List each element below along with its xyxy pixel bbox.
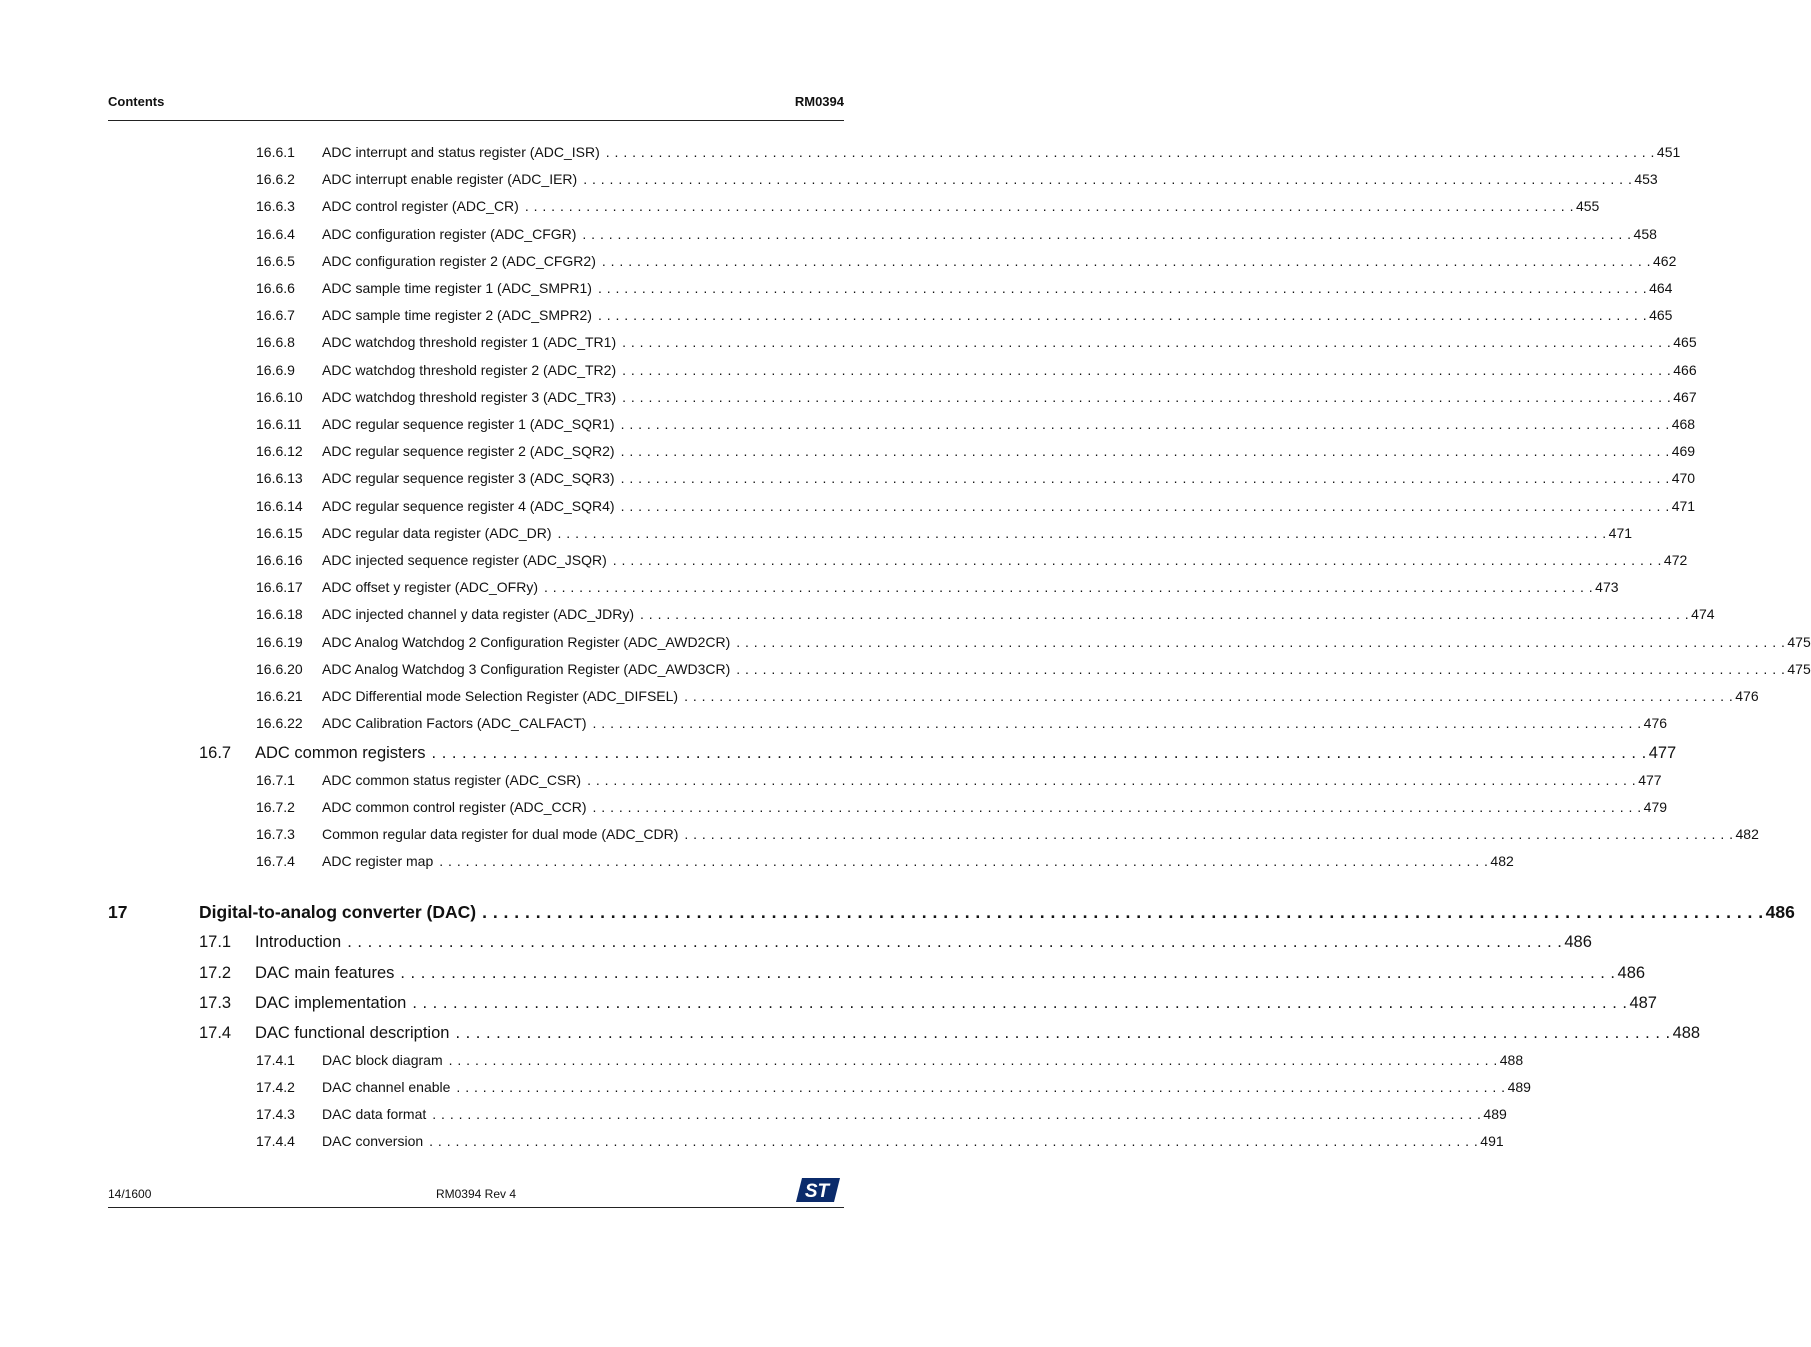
toc-entry-title[interactable]: ADC Analog Watchdog 3 Configuration Register (ADC_AWD3CR) [322, 660, 731, 677]
toc-entry-number: 16.7.3 [256, 826, 295, 843]
toc-entry-page: 477 [1638, 771, 1662, 788]
toc-entry[interactable] [0, 171, 1658, 195]
toc-entry[interactable] [0, 660, 1811, 685]
toc-entry-number: 17.1 [199, 933, 232, 952]
toc-leader-dots: . . . . . . . . . . . . . . . . . . . . . . . . . . . . . . . . . . . . . . . . . . . . . . . . . . . . . . . . . . . . . . . . . . . . . . . . . . . . . . . . . . . . . . . . . . . . . . . . . . . . . . . . . . . . . . . . . . . . . . . . [439, 853, 1489, 870]
toc-entry-page: 491 [1480, 1133, 1504, 1150]
toc-leader-dots: . . . . . . . . . . . . . . . . . . . . . . . . . . . . . . . . . . . . . . . . . . . . . . . . . . . . . . . . . . . . . . . . . . . . . . . . . . . . . . . . . . . . . . . . . . . . . . . . . . . . . . . . . . . . . . . . . . . . . . . . [448, 1051, 1498, 1068]
footer-revision: RM0394 Rev 4 [435, 1187, 517, 1201]
toc-entry-title[interactable]: ADC common status register (ADC_CSR) [322, 771, 582, 788]
toc-entry[interactable] [0, 798, 1668, 823]
toc-entry-title[interactable]: DAC data format [322, 1106, 427, 1123]
toc-entry-title[interactable]: ADC interrupt enable register (ADC_IER) [322, 171, 578, 188]
toc-entry-number: 16.6.3 [256, 198, 295, 215]
toc-entry-page: 469 [1671, 443, 1696, 460]
toc-entry-title[interactable]: ADC interrupt and status register (ADC_ISR) [322, 144, 600, 160]
toc-entry-number: 17.4.1 [256, 1051, 295, 1068]
toc-entry-number: 16.6.10 [256, 388, 303, 405]
toc-leader-dots: . . . . . . . . . . . . . . . . . . . . . . . . . . . . . . . . . . . . . . . . . . . . . . . . . . . . . . . . . . . . . . . . . . . . . . . . . . . . . . . . . . . . . . . . . . . . . . . . . . . . . . . . . . . . . . . . . . . . . . . . [597, 307, 1648, 324]
toc-entry-number: 17.4.2 [256, 1078, 295, 1095]
toc-entry-number: 16.7.1 [256, 771, 295, 788]
toc-entry[interactable] [0, 388, 1697, 413]
toc-entry-number: 16.7.4 [256, 853, 295, 870]
toc-leader-dots: . . . . . . . . . . . . . . . . . . . . . . . . . . . . . . . . . . . . . . . . . . . . . . . . . . . . . . . . . . . . . . . . . . . . . . . . . . . . . . . . . . . . . . . . . . . . . . . . . . . . . . . . . . . . . . . . . . . . . . . . [605, 144, 1655, 160]
toc-entry-page: 464 [1649, 280, 1673, 296]
toc-entry-title[interactable]: ADC common control register (ADC_CCR) [322, 798, 587, 815]
toc-entry-number: 16.6.5 [256, 252, 295, 269]
toc-entry-title[interactable]: DAC channel enable [322, 1078, 451, 1095]
toc-entry-page: 482 [1735, 826, 1759, 843]
toc-entry-page: 462 [1653, 252, 1677, 269]
toc-entry[interactable] [0, 552, 1688, 576]
toc-leader-dots: . . . . . . . . . . . . . . . . . . . . . . . . . . . . . . . . . . . . . . . . . . . . . . . . . . . . . . . . . . . . . . . . . . . . . . . . . . . . . . . . . . . . . . . . . . . . . . . . . . . . . . . . . . . . . . . . . . . . . . . . [524, 198, 1574, 215]
toc-entry-title[interactable]: ADC regular sequence register 2 (ADC_SQR2) [322, 443, 615, 460]
toc-leader-dots: . . . . . . . . . . . . . . . . . . . . . . . . . . . . . . . . . . . . . . . . . . . . . . . . . . . . . . . . . . . . . . . . . . . . . . . . . . . . . . . . . . . . . . . . . . . . . . . . . . . . . . . . . . . . . . . . . . . . . . . . [482, 902, 1764, 923]
toc-entry[interactable] [0, 361, 1697, 386]
toc-entry-page: 467 [1673, 388, 1697, 405]
toc-leader-dots: . . . . . . . . . . . . . . . . . . . . . . . . . . . . . . . . . . . . . . . . . . . . . . . . . . . . . . . . . . . . . . . . . . . . . . . . . . . . . . . . . . . . . . . . . . . . . . . . . . . . . . . . . . . . . . . . . . . . . . . . [455, 1024, 1671, 1043]
toc-entry-number: 16.6.21 [256, 688, 303, 704]
toc-entry-title[interactable]: Common regular data register for dual mode (ADC_CDR) [322, 826, 679, 843]
toc-entry[interactable] [0, 1024, 1701, 1048]
toc-leader-dots: . . . . . . . . . . . . . . . . . . . . . . . . . . . . . . . . . . . . . . . . . . . . . . . . . . . . . . . . . . . . . . . . . . . . . . . . . . . . . . . . . . . . . . . . . . . . . . . . . . . . . . . . . . . . . . . . . . . . . . . . [597, 280, 1648, 296]
toc-entry[interactable] [0, 633, 1811, 658]
toc-entry-number: 16.6.12 [256, 443, 303, 460]
st-logo-icon [794, 1177, 840, 1203]
toc-entry-page: 477 [1648, 744, 1677, 763]
toc-entry-title[interactable]: ADC regular sequence register 1 (ADC_SQR1) [322, 416, 615, 432]
toc-entry[interactable] [0, 771, 1662, 796]
toc-leader-dots: . . . . . . . . . . . . . . . . . . . . . . . . . . . . . . . . . . . . . . . . . . . . . . . . . . . . . . . . . . . . . . . . . . . . . . . . . . . . . . . . . . . . . . . . . . . . . . . . . . . . . . . . . . . . . . . . . . . . . . . . [592, 798, 1642, 815]
toc-entry-title[interactable]: DAC conversion [322, 1133, 424, 1150]
toc-entry-number: 16.6.18 [256, 606, 303, 623]
toc-entry[interactable] [0, 1078, 1531, 1103]
toc-entry-title[interactable]: DAC block diagram [322, 1051, 443, 1068]
toc-entry-title[interactable]: DAC functional description [255, 1024, 450, 1043]
toc-entry-number: 17.4 [199, 1024, 232, 1043]
toc-leader-dots: . . . . . . . . . . . . . . . . . . . . . . . . . . . . . . . . . . . . . . . . . . . . . . . . . . . . . . . . . . . . . . . . . . . . . . . . . . . . . . . . . . . . . . . . . . . . . . . . . . . . . . . . . . . . . . . . . . . . . . . . [622, 388, 1672, 405]
toc-entry-page: 470 [1671, 470, 1696, 487]
toc-entry-page: 479 [1643, 798, 1668, 815]
toc-entry-number: 16.6.15 [256, 524, 303, 541]
toc-entry-number: 16.6.20 [256, 660, 303, 677]
toc-entry[interactable] [0, 744, 1677, 768]
toc-leader-dots: . . . . . . . . . . . . . . . . . . . . . . . . . . . . . . . . . . . . . . . . . . . . . . . . . . . . . . . . . . . . . . . . . . . . . . . . . . . . . . . . . . . . . . . . . . . . . . . . . . . . . . . . . . . . . . . . . . . . . . . . [736, 660, 1786, 677]
toc-entry[interactable] [0, 993, 1657, 1018]
toc-leader-dots: . . . . . . . . . . . . . . . . . . . . . . . . . . . . . . . . . . . . . . . . . . . . . . . . . . . . . . . . . . . . . . . . . . . . . . . . . . . . . . . . . . . . . . . . . . . . . . . . . . . . . . . . . . . . . . . . . . . . . . . . [456, 1078, 1506, 1095]
toc-entry-page: 486 [1765, 902, 1795, 923]
toc-leader-dots: . . . . . . . . . . . . . . . . . . . . . . . . . . . . . . . . . . . . . . . . . . . . . . . . . . . . . . . . . . . . . . . . . . . . . . . . . . . . . . . . . . . . . . . . . . . . . . . . . . . . . . . . . . . . . . . . . . . . . . . . [622, 361, 1672, 378]
toc-entry-page: 468 [1671, 416, 1696, 432]
toc-entry[interactable] [0, 579, 1619, 603]
toc-leader-dots: . . . . . . . . . . . . . . . . . . . . . . . . . . . . . . . . . . . . . . . . . . . . . . . . . . . . . . . . . . . . . . . . . . . . . . . . . . . . . . . . . . . . . . . . . . . . . . . . . . . . . . . . . . . . . . . . . . . . . . . . [612, 552, 1662, 568]
toc-entry-page: 475 [1787, 660, 1811, 677]
toc-leader-dots: . . . . . . . . . . . . . . . . . . . . . . . . . . . . . . . . . . . . . . . . . . . . . . . . . . . . . . . . . . . . . . . . . . . . . . . . . . . . . . . . . . . . . . . . . . . . . . . . . . . . . . . . . . . . . . . . . . . . . . . . [736, 633, 1786, 650]
toc-leader-dots: . . . . . . . . . . . . . . . . . . . . . . . . . . . . . . . . . . . . . . . . . . . . . . . . . . . . . . . . . . . . . . . . . . . . . . . . . . . . . . . . . . . . . . . . . . . . . . . . . . . . . . . . . . . . . . . . . . . . . . . . [583, 171, 1633, 188]
toc-entry-number: 16.6.14 [256, 497, 303, 514]
toc-entry[interactable] [0, 606, 1715, 630]
toc-entry-title[interactable]: ADC offset y register (ADC_OFRy) [322, 579, 539, 596]
toc-entry-page: 465 [1673, 334, 1697, 351]
toc-entry[interactable] [0, 963, 1646, 988]
footer-page-number: 14/1600 [108, 1187, 152, 1201]
toc-leader-dots: . . . . . . . . . . . . . . . . . . . . . . . . . . . . . . . . . . . . . . . . . . . . . . . . . . . . . . . . . . . . . . . . . . . . . . . . . . . . . . . . . . . . . . . . . . . . . . . . . . . . . . . . . . . . . . . . . . . . . . . . [412, 993, 1628, 1012]
toc-entry-page: 486 [1617, 963, 1646, 982]
toc-entry-page: 476 [1735, 688, 1759, 704]
toc-leader-dots: . . . . . . . . . . . . . . . . . . . . . . . . . . . . . . . . . . . . . . . . . . . . . . . . . . . . . . . . . . . . . . . . . . . . . . . . . . . . . . . . . . . . . . . . . . . . . . . . . . . . . . . . . . . . . . . . . . . . . . . . [347, 933, 1563, 952]
toc-leader-dots: . . . . . . . . . . . . . . . . . . . . . . . . . . . . . . . . . . . . . . . . . . . . . . . . . . . . . . . . . . . . . . . . . . . . . . . . . . . . . . . . . . . . . . . . . . . . . . . . . . . . . . . . . . . . . . . . . . . . . . . . [601, 252, 1652, 269]
toc-entry-page: 487 [1629, 993, 1657, 1012]
toc-leader-dots: . . . . . . . . . . . . . . . . . . . . . . . . . . . . . . . . . . . . . . . . . . . . . . . . . . . . . . . . . . . . . . . . . . . . . . . . . . . . . . . . . . . . . . . . . . . . . . . . . . . . . . . . . . . . . . . . . . . . . . . . [620, 443, 1670, 460]
toc-entry-page: 475 [1787, 633, 1811, 650]
toc-leader-dots: . . . . . . . . . . . . . . . . . . . . . . . . . . . . . . . . . . . . . . . . . . . . . . . . . . . . . . . . . . . . . . . . . . . . . . . . . . . . . . . . . . . . . . . . . . . . . . . . . . . . . . . . . . . . . . . . . . . . . . . . [622, 334, 1672, 351]
toc-entry-page: 471 [1608, 524, 1633, 541]
toc-entry-number: 16.6.9 [256, 361, 295, 378]
toc-entry-title[interactable]: ADC Differential mode Selection Register (ADC_DIFSEL) [322, 688, 679, 704]
toc-leader-dots: . . . . . . . . . . . . . . . . . . . . . . . . . . . . . . . . . . . . . . . . . . . . . . . . . . . . . . . . . . . . . . . . . . . . . . . . . . . . . . . . . . . . . . . . . . . . . . . . . . . . . . . . . . . . . . . . . . . . . . . . [432, 1106, 1482, 1123]
toc-leader-dots: . . . . . . . . . . . . . . . . . . . . . . . . . . . . . . . . . . . . . . . . . . . . . . . . . . . . . . . . . . . . . . . . . . . . . . . . . . . . . . . . . . . . . . . . . . . . . . . . . . . . . . . . . . . . . . . . . . . . . . . . [684, 826, 1734, 843]
toc-entry-title[interactable]: ADC regular sequence register 3 (ADC_SQR3) [322, 470, 615, 487]
header-document-id: RM0394 [794, 94, 844, 109]
toc-entry-title[interactable]: ADC common registers [255, 744, 426, 763]
toc-entry-page: 471 [1671, 497, 1696, 514]
toc-entry-number: 16.6.8 [256, 334, 295, 351]
toc-entry-number: 16.6.16 [256, 552, 303, 568]
toc-entry-title[interactable]: ADC regular data register (ADC_DR) [322, 524, 552, 541]
toc-entry[interactable] [0, 144, 1681, 168]
toc-entry-page: 488 [1499, 1051, 1524, 1068]
toc-entry-page: 466 [1673, 361, 1697, 378]
toc-leader-dots: . . . . . . . . . . . . . . . . . . . . . . . . . . . . . . . . . . . . . . . . . . . . . . . . . . . . . . . . . . . . . . . . . . . . . . . . . . . . . . . . . . . . . . . . . . . . . . . . . . . . . . . . . . . . . . . . . . . . . . . . [557, 524, 1607, 541]
toc-entry[interactable] [0, 416, 1696, 440]
toc-entry[interactable] [0, 853, 1514, 877]
toc-entry-number: 16.7 [199, 744, 232, 763]
toc-entry-page: 486 [1564, 933, 1592, 952]
toc-entry-page: 482 [1490, 853, 1514, 870]
toc-entry-page: 489 [1483, 1106, 1507, 1123]
toc-leader-dots: . . . . . . . . . . . . . . . . . . . . . . . . . . . . . . . . . . . . . . . . . . . . . . . . . . . . . . . . . . . . . . . . . . . . . . . . . . . . . . . . . . . . . . . . . . . . . . . . . . . . . . . . . . . . . . . . . . . . . . . . [620, 497, 1670, 514]
toc-entry[interactable] [0, 1106, 1507, 1130]
toc-leader-dots: . . . . . . . . . . . . . . . . . . . . . . . . . . . . . . . . . . . . . . . . . . . . . . . . . . . . . . . . . . . . . . . . . . . . . . . . . . . . . . . . . . . . . . . . . . . . . . . . . . . . . . . . . . . . . . . . . . . . . . . . [684, 688, 1734, 704]
toc-entry-number: 17.4.4 [256, 1133, 295, 1150]
toc-entry-number: 16.6.1 [256, 144, 295, 160]
toc-entry[interactable] [0, 524, 1633, 549]
toc-entry[interactable] [0, 826, 1759, 850]
toc-entry-title[interactable]: ADC configuration register 2 (ADC_CFGR2) [322, 252, 596, 269]
toc-entry-title[interactable]: ADC Calibration Factors (ADC_CALFACT) [322, 715, 587, 732]
toc-entry-title[interactable]: ADC watchdog threshold register 1 (ADC_TR1) [322, 334, 617, 351]
toc-entry-number: 16.6.2 [256, 171, 295, 188]
toc-entry-title[interactable]: ADC sample time register 1 (ADC_SMPR1) [322, 280, 592, 296]
toc-leader-dots: . . . . . . . . . . . . . . . . . . . . . . . . . . . . . . . . . . . . . . . . . . . . . . . . . . . . . . . . . . . . . . . . . . . . . . . . . . . . . . . . . . . . . . . . . . . . . . . . . . . . . . . . . . . . . . . . . . . . . . . . [429, 1133, 1479, 1150]
header-section-title: Contents [108, 94, 165, 109]
toc-entry-title[interactable]: ADC injected sequence register (ADC_JSQR) [322, 552, 607, 568]
toc-entry-page: 474 [1691, 606, 1715, 623]
toc-entry-page: 451 [1656, 144, 1681, 160]
toc-entry-page: 455 [1575, 198, 1600, 215]
toc-entry-number: 16.6.22 [256, 715, 303, 732]
toc-entry[interactable] [0, 198, 1600, 222]
page-footer [108, 1183, 844, 1208]
toc-leader-dots: . . . . . . . . . . . . . . . . . . . . . . . . . . . . . . . . . . . . . . . . . . . . . . . . . . . . . . . . . . . . . . . . . . . . . . . . . . . . . . . . . . . . . . . . . . . . . . . . . . . . . . . . . . . . . . . . . . . . . . . . [400, 963, 1616, 982]
toc-entry[interactable] [0, 933, 1592, 957]
toc-leader-dots: . . . . . . . . . . . . . . . . . . . . . . . . . . . . . . . . . . . . . . . . . . . . . . . . . . . . . . . . . . . . . . . . . . . . . . . . . . . . . . . . . . . . . . . . . . . . . . . . . . . . . . . . . . . . . . . . . . . . . . . . [620, 470, 1670, 487]
toc-entry-title[interactable]: ADC Analog Watchdog 2 Configuration Register (ADC_AWD2CR) [322, 633, 731, 650]
toc-entry[interactable] [0, 252, 1677, 277]
toc-entry-title[interactable]: ADC watchdog threshold register 2 (ADC_TR2) [322, 361, 617, 378]
toc-entry-page: 465 [1649, 307, 1673, 324]
toc-entry[interactable] [0, 307, 1673, 331]
toc-entry-title[interactable]: ADC sample time register 2 (ADC_SMPR2) [322, 307, 592, 324]
toc-entry-page: 458 [1633, 225, 1657, 242]
toc-entry-number: 17.3 [199, 993, 232, 1012]
toc-entry-number: 16.6.6 [256, 280, 295, 296]
toc-entry-number: 16.6.11 [256, 416, 302, 432]
toc-entry-title[interactable]: ADC injected channel y data register (ADC_JDRy) [322, 606, 635, 623]
toc-entry-number: 16.6.4 [256, 225, 295, 242]
toc-entry[interactable] [0, 443, 1696, 467]
toc-entry[interactable] [0, 1133, 1504, 1157]
toc-entry-number: 16.6.19 [256, 633, 303, 650]
toc-entry-title[interactable]: Digital-to-analog converter (DAC) [199, 902, 477, 923]
toc-leader-dots: . . . . . . . . . . . . . . . . . . . . . . . . . . . . . . . . . . . . . . . . . . . . . . . . . . . . . . . . . . . . . . . . . . . . . . . . . . . . . . . . . . . . . . . . . . . . . . . . . . . . . . . . . . . . . . . . . . . . . . . . [640, 606, 1690, 623]
toc-entry-title[interactable]: ADC register map [322, 853, 434, 870]
svg-text:ST: ST [804, 1181, 830, 1202]
toc-entry-number: 16.6.7 [256, 307, 295, 324]
toc-entry-number: 16.6.13 [256, 470, 303, 487]
toc-leader-dots: . . . . . . . . . . . . . . . . . . . . . . . . . . . . . . . . . . . . . . . . . . . . . . . . . . . . . . . . . . . . . . . . . . . . . . . . . . . . . . . . . . . . . . . . . . . . . . . . . . . . . . . . . . . . . . . . . . . . . . . . [587, 771, 1637, 788]
toc-entry-number: 17.4.3 [256, 1106, 295, 1123]
toc-entry-page: 489 [1507, 1078, 1531, 1095]
toc-entry[interactable] [0, 688, 1759, 712]
toc-entry-page: 472 [1663, 552, 1688, 568]
toc-entry-title[interactable]: Introduction [255, 933, 342, 952]
toc-entry-title[interactable]: ADC configuration register (ADC_CFGR) [322, 225, 577, 242]
toc-entry[interactable] [0, 470, 1696, 494]
toc-entry-title[interactable]: DAC main features [255, 963, 395, 982]
toc-leader-dots: . . . . . . . . . . . . . . . . . . . . . . . . . . . . . . . . . . . . . . . . . . . . . . . . . . . . . . . . . . . . . . . . . . . . . . . . . . . . . . . . . . . . . . . . . . . . . . . . . . . . . . . . . . . . . . . . . . . . . . . . [431, 744, 1647, 763]
toc-leader-dots: . . . . . . . . . . . . . . . . . . . . . . . . . . . . . . . . . . . . . . . . . . . . . . . . . . . . . . . . . . . . . . . . . . . . . . . . . . . . . . . . . . . . . . . . . . . . . . . . . . . . . . . . . . . . . . . . . . . . . . . . [544, 579, 1594, 596]
toc-entry-number: 17 [108, 902, 128, 923]
toc-entry-number: 16.7.2 [256, 798, 295, 815]
toc-entry[interactable] [0, 334, 1697, 358]
toc-entry-title[interactable]: ADC watchdog threshold register 3 (ADC_TR3) [322, 388, 617, 405]
toc-leader-dots: . . . . . . . . . . . . . . . . . . . . . . . . . . . . . . . . . . . . . . . . . . . . . . . . . . . . . . . . . . . . . . . . . . . . . . . . . . . . . . . . . . . . . . . . . . . . . . . . . . . . . . . . . . . . . . . . . . . . . . . . [620, 416, 1670, 432]
toc-entry-title[interactable]: ADC regular sequence register 4 (ADC_SQR4) [322, 497, 615, 514]
toc-entry-page: 488 [1672, 1024, 1701, 1043]
toc-entry[interactable] [0, 902, 1795, 926]
toc-entry-title[interactable]: ADC control register (ADC_CR) [322, 198, 519, 215]
toc-entry[interactable] [0, 715, 1668, 739]
toc-entry-page: 473 [1595, 579, 1619, 596]
toc-entry-page: 453 [1634, 171, 1658, 188]
toc-entry[interactable] [0, 225, 1657, 250]
toc-leader-dots: . . . . . . . . . . . . . . . . . . . . . . . . . . . . . . . . . . . . . . . . . . . . . . . . . . . . . . . . . . . . . . . . . . . . . . . . . . . . . . . . . . . . . . . . . . . . . . . . . . . . . . . . . . . . . . . . . . . . . . . . [582, 225, 1632, 242]
toc-entry[interactable] [0, 1051, 1524, 1076]
toc-entry[interactable] [0, 497, 1696, 522]
toc-entry-title[interactable]: DAC implementation [255, 993, 407, 1012]
toc-leader-dots: . . . . . . . . . . . . . . . . . . . . . . . . . . . . . . . . . . . . . . . . . . . . . . . . . . . . . . . . . . . . . . . . . . . . . . . . . . . . . . . . . . . . . . . . . . . . . . . . . . . . . . . . . . . . . . . . . . . . . . . . [592, 715, 1642, 732]
toc-entry-number: 16.6.17 [256, 579, 303, 596]
toc-entry-number: 17.2 [199, 963, 232, 982]
toc-entry-page: 476 [1643, 715, 1668, 732]
toc-entry[interactable] [0, 280, 1673, 304]
